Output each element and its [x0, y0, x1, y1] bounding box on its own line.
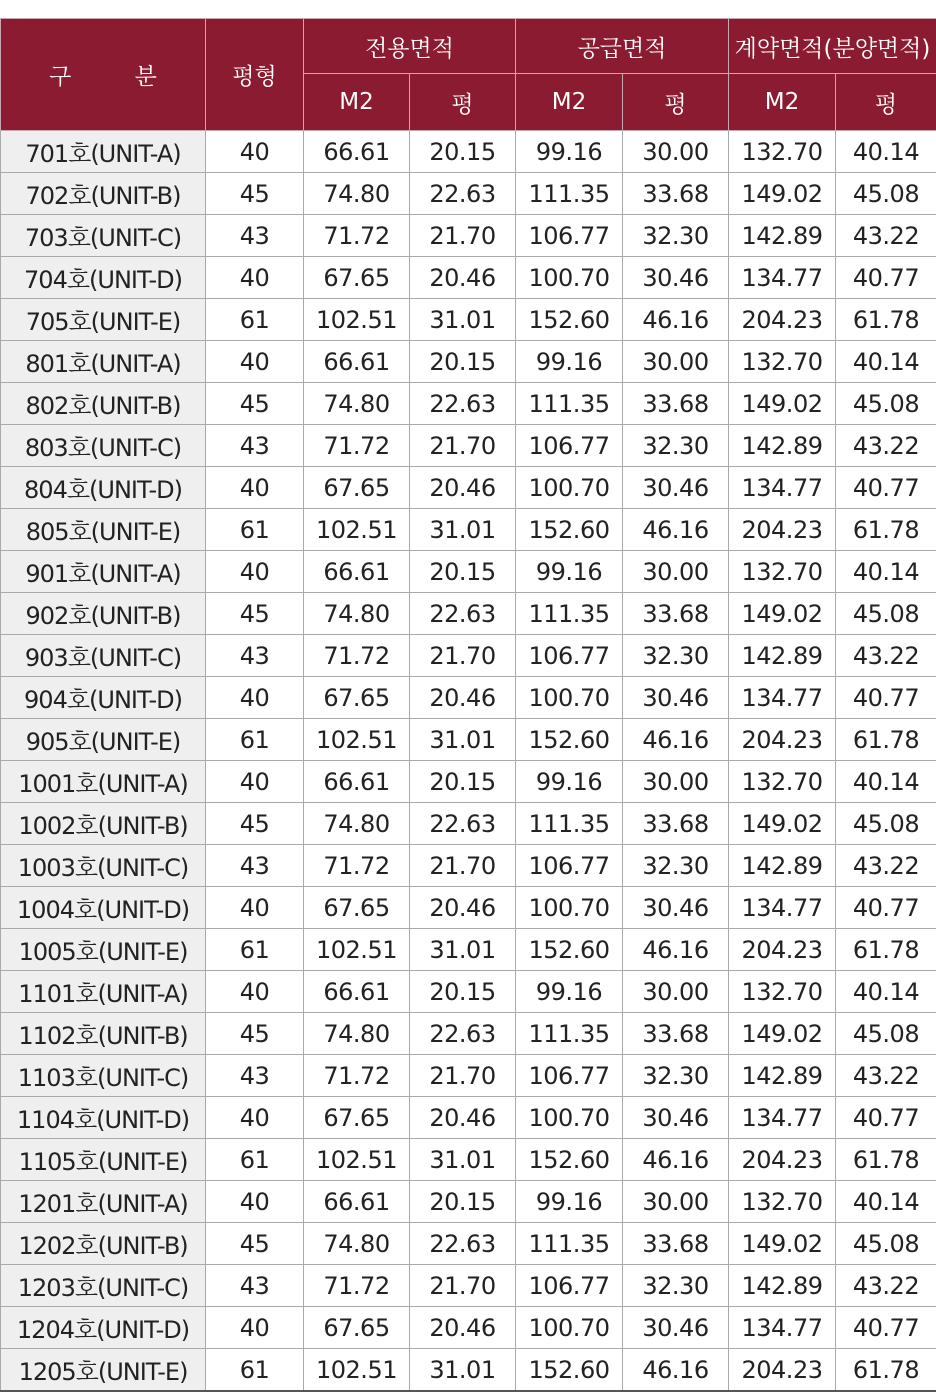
pyeonghyeong-cell: 45 [206, 173, 304, 215]
unit-name-cell: 804호(UNIT-D) [1, 467, 206, 509]
supply-pyeong-cell: 33.68 [623, 593, 729, 635]
header-gubun-label: 구 분 [49, 64, 185, 90]
exclusive-m2-cell: 66.61 [304, 551, 410, 593]
exclusive-pyeong-cell: 31.01 [410, 1139, 516, 1181]
supply-m2-cell: 111.35 [516, 1223, 623, 1265]
contract-pyeong-cell: 45.08 [836, 383, 936, 425]
supply-pyeong-cell: 30.46 [623, 677, 729, 719]
unit-name-cell: 1005호(UNIT-E) [1, 929, 206, 971]
contract-pyeong-cell: 43.22 [836, 425, 936, 467]
unit-name-cell: 1101호(UNIT-A) [1, 971, 206, 1013]
table-row [1, 635, 936, 677]
contract-m2-cell: 204.23 [729, 1139, 836, 1181]
pyeonghyeong-cell: 40 [206, 887, 304, 929]
exclusive-m2-cell: 74.80 [304, 1013, 410, 1055]
supply-m2-cell: 99.16 [516, 341, 623, 383]
exclusive-pyeong-cell: 22.63 [410, 593, 516, 635]
table-row [1, 1055, 936, 1097]
exclusive-m2-cell: 74.80 [304, 383, 410, 425]
contract-m2-cell: 132.70 [729, 1181, 836, 1223]
table-row [1, 1013, 936, 1055]
contract-m2-cell: 132.70 [729, 341, 836, 383]
table-row [1, 1265, 936, 1307]
table-row [1, 1139, 936, 1181]
exclusive-pyeong-cell: 21.70 [410, 845, 516, 887]
exclusive-m2-cell: 102.51 [304, 509, 410, 551]
unit-name-cell: 703호(UNIT-C) [1, 215, 206, 257]
supply-pyeong-cell: 30.00 [623, 761, 729, 803]
supply-pyeong-cell: 46.16 [623, 929, 729, 971]
pyeonghyeong-cell: 40 [206, 1181, 304, 1223]
exclusive-m2-cell: 74.80 [304, 593, 410, 635]
supply-m2-cell: 100.70 [516, 1097, 623, 1139]
table-row [1, 257, 936, 299]
exclusive-m2-cell: 66.61 [304, 341, 410, 383]
pyeonghyeong-cell: 61 [206, 299, 304, 341]
exclusive-pyeong-cell: 20.46 [410, 467, 516, 509]
supply-m2-cell: 100.70 [516, 887, 623, 929]
supply-m2-cell: 99.16 [516, 551, 623, 593]
exclusive-pyeong-cell: 21.70 [410, 1265, 516, 1307]
unit-name-cell: 801호(UNIT-A) [1, 341, 206, 383]
pyeonghyeong-cell: 40 [206, 971, 304, 1013]
contract-m2-cell: 134.77 [729, 257, 836, 299]
exclusive-m2-cell: 67.65 [304, 467, 410, 509]
supply-pyeong-cell: 32.30 [623, 1265, 729, 1307]
table-row [1, 593, 936, 635]
pyeonghyeong-cell: 43 [206, 1055, 304, 1097]
exclusive-m2-cell: 71.72 [304, 425, 410, 467]
contract-pyeong-cell: 61.78 [836, 1139, 936, 1181]
contract-pyeong-cell: 43.22 [836, 215, 936, 257]
table-row [1, 341, 936, 383]
pyeonghyeong-cell: 40 [206, 551, 304, 593]
unit-name-cell: 1104호(UNIT-D) [1, 1097, 206, 1139]
exclusive-pyeong-cell: 20.46 [410, 887, 516, 929]
contract-pyeong-cell: 61.78 [836, 299, 936, 341]
table-header [1, 19, 936, 131]
supply-pyeong-cell: 30.00 [623, 551, 729, 593]
supply-pyeong-cell: 33.68 [623, 383, 729, 425]
unit-area-table [0, 18, 936, 1392]
exclusive-pyeong-cell: 20.15 [410, 761, 516, 803]
contract-m2-cell: 134.77 [729, 1307, 836, 1349]
supply-pyeong-cell: 46.16 [623, 299, 729, 341]
supply-m2-cell: 152.60 [516, 1349, 623, 1392]
table-row [1, 929, 936, 971]
contract-pyeong-cell: 43.22 [836, 1265, 936, 1307]
exclusive-pyeong-cell: 31.01 [410, 719, 516, 761]
pyeonghyeong-cell: 43 [206, 1265, 304, 1307]
table-row [1, 131, 936, 173]
table-row [1, 887, 936, 929]
exclusive-m2-cell: 66.61 [304, 971, 410, 1013]
contract-m2-cell: 149.02 [729, 1013, 836, 1055]
unit-name-cell: 905호(UNIT-E) [1, 719, 206, 761]
pyeonghyeong-cell: 40 [206, 677, 304, 719]
contract-m2-cell: 134.77 [729, 1097, 836, 1139]
contract-m2-cell: 204.23 [729, 1349, 836, 1392]
supply-m2-cell: 100.70 [516, 467, 623, 509]
header-gubun [1, 19, 206, 131]
unit-name-cell: 904호(UNIT-D) [1, 677, 206, 719]
pyeonghyeong-cell: 61 [206, 719, 304, 761]
supply-m2-cell: 152.60 [516, 1139, 623, 1181]
contract-m2-cell: 132.70 [729, 131, 836, 173]
contract-pyeong-cell: 40.77 [836, 257, 936, 299]
supply-m2-cell: 106.77 [516, 1055, 623, 1097]
exclusive-m2-cell: 102.51 [304, 719, 410, 761]
contract-m2-cell: 204.23 [729, 509, 836, 551]
table-body [1, 131, 936, 1392]
exclusive-m2-cell: 102.51 [304, 1349, 410, 1392]
contract-pyeong-cell: 61.78 [836, 1349, 936, 1392]
exclusive-pyeong-cell: 20.46 [410, 1097, 516, 1139]
supply-m2-cell: 152.60 [516, 929, 623, 971]
exclusive-m2-cell: 67.65 [304, 677, 410, 719]
contract-pyeong-cell: 40.77 [836, 1307, 936, 1349]
exclusive-pyeong-cell: 31.01 [410, 929, 516, 971]
pyeonghyeong-cell: 40 [206, 131, 304, 173]
contract-m2-cell: 149.02 [729, 593, 836, 635]
contract-pyeong-cell: 40.77 [836, 467, 936, 509]
table-row [1, 845, 936, 887]
contract-pyeong-cell: 40.14 [836, 551, 936, 593]
table-row [1, 509, 936, 551]
unit-name-cell: 902호(UNIT-B) [1, 593, 206, 635]
table-row [1, 1307, 936, 1349]
supply-m2-cell: 100.70 [516, 1307, 623, 1349]
exclusive-pyeong-cell: 22.63 [410, 1223, 516, 1265]
pyeonghyeong-cell: 45 [206, 383, 304, 425]
exclusive-m2-cell: 102.51 [304, 929, 410, 971]
supply-pyeong-cell: 30.00 [623, 131, 729, 173]
supply-m2-cell: 100.70 [516, 257, 623, 299]
unit-name-cell: 1001호(UNIT-A) [1, 761, 206, 803]
table-row [1, 1223, 936, 1265]
pyeonghyeong-cell: 43 [206, 845, 304, 887]
exclusive-pyeong-cell: 20.46 [410, 257, 516, 299]
supply-m2-cell: 106.77 [516, 1265, 623, 1307]
contract-pyeong-cell: 40.14 [836, 971, 936, 1013]
table-row [1, 467, 936, 509]
contract-pyeong-cell: 40.77 [836, 887, 936, 929]
contract-pyeong-cell: 61.78 [836, 509, 936, 551]
table-row [1, 761, 936, 803]
supply-pyeong-cell: 33.68 [623, 803, 729, 845]
exclusive-m2-cell: 102.51 [304, 299, 410, 341]
exclusive-pyeong-cell: 21.70 [410, 215, 516, 257]
contract-pyeong-cell: 40.77 [836, 1097, 936, 1139]
exclusive-m2-cell: 74.80 [304, 1223, 410, 1265]
exclusive-m2-cell: 71.72 [304, 1055, 410, 1097]
exclusive-m2-cell: 71.72 [304, 635, 410, 677]
pyeonghyeong-cell: 45 [206, 1223, 304, 1265]
supply-pyeong-cell: 30.46 [623, 467, 729, 509]
exclusive-pyeong-cell: 22.63 [410, 1013, 516, 1055]
contract-m2-cell: 142.89 [729, 845, 836, 887]
table-row [1, 1181, 936, 1223]
pyeonghyeong-cell: 40 [206, 257, 304, 299]
exclusive-m2-cell: 71.72 [304, 1265, 410, 1307]
contract-pyeong-cell: 45.08 [836, 803, 936, 845]
supply-m2-cell: 106.77 [516, 635, 623, 677]
contract-m2-cell: 134.77 [729, 677, 836, 719]
exclusive-m2-cell: 67.65 [304, 1097, 410, 1139]
unit-name-cell: 704호(UNIT-D) [1, 257, 206, 299]
unit-name-cell: 701호(UNIT-A) [1, 131, 206, 173]
exclusive-m2-cell: 74.80 [304, 803, 410, 845]
unit-name-cell: 1002호(UNIT-B) [1, 803, 206, 845]
exclusive-pyeong-cell: 22.63 [410, 383, 516, 425]
supply-pyeong-cell: 30.46 [623, 887, 729, 929]
contract-pyeong-cell: 43.22 [836, 1055, 936, 1097]
unit-name-cell: 702호(UNIT-B) [1, 173, 206, 215]
unit-name-cell: 1201호(UNIT-A) [1, 1181, 206, 1223]
exclusive-pyeong-cell: 21.70 [410, 1055, 516, 1097]
pyeonghyeong-cell: 61 [206, 1349, 304, 1392]
supply-m2-cell: 100.70 [516, 677, 623, 719]
contract-pyeong-cell: 61.78 [836, 719, 936, 761]
table-row [1, 383, 936, 425]
contract-pyeong-cell: 40.14 [836, 341, 936, 383]
exclusive-pyeong-cell: 22.63 [410, 173, 516, 215]
supply-pyeong-cell: 32.30 [623, 1055, 729, 1097]
exclusive-pyeong-cell: 20.46 [410, 1307, 516, 1349]
exclusive-m2-cell: 67.65 [304, 887, 410, 929]
pyeonghyeong-cell: 45 [206, 1013, 304, 1055]
supply-pyeong-cell: 30.00 [623, 971, 729, 1013]
supply-m2-cell: 152.60 [516, 719, 623, 761]
supply-pyeong-cell: 32.30 [623, 215, 729, 257]
exclusive-pyeong-cell: 20.46 [410, 677, 516, 719]
exclusive-m2-cell: 71.72 [304, 215, 410, 257]
supply-pyeong-cell: 30.00 [623, 1181, 729, 1223]
contract-m2-cell: 142.89 [729, 215, 836, 257]
supply-m2-cell: 111.35 [516, 383, 623, 425]
header-contract-m2: M2 [729, 74, 836, 131]
contract-m2-cell: 204.23 [729, 719, 836, 761]
contract-m2-cell: 134.77 [729, 467, 836, 509]
supply-m2-cell: 111.35 [516, 1013, 623, 1055]
table-row [1, 299, 936, 341]
contract-m2-cell: 142.89 [729, 425, 836, 467]
pyeonghyeong-cell: 40 [206, 1307, 304, 1349]
contract-pyeong-cell: 61.78 [836, 929, 936, 971]
table-row [1, 173, 936, 215]
table-row [1, 971, 936, 1013]
header-supply-pyeong: 평 [623, 74, 729, 131]
contract-m2-cell: 132.70 [729, 551, 836, 593]
exclusive-pyeong-cell: 31.01 [410, 299, 516, 341]
exclusive-m2-cell: 66.61 [304, 1181, 410, 1223]
supply-pyeong-cell: 30.46 [623, 257, 729, 299]
supply-pyeong-cell: 30.00 [623, 341, 729, 383]
unit-name-cell: 1202호(UNIT-B) [1, 1223, 206, 1265]
exclusive-pyeong-cell: 20.15 [410, 341, 516, 383]
supply-pyeong-cell: 30.46 [623, 1307, 729, 1349]
unit-name-cell: 803호(UNIT-C) [1, 425, 206, 467]
header-supply-area: 공급면적 [516, 19, 729, 74]
contract-m2-cell: 149.02 [729, 173, 836, 215]
exclusive-pyeong-cell: 20.15 [410, 971, 516, 1013]
exclusive-m2-cell: 66.61 [304, 761, 410, 803]
pyeonghyeong-cell: 40 [206, 341, 304, 383]
contract-pyeong-cell: 40.14 [836, 131, 936, 173]
unit-name-cell: 1105호(UNIT-E) [1, 1139, 206, 1181]
pyeonghyeong-cell: 40 [206, 1097, 304, 1139]
table-row [1, 425, 936, 467]
supply-pyeong-cell: 46.16 [623, 509, 729, 551]
header-supply-m2: M2 [516, 74, 623, 131]
contract-m2-cell: 134.77 [729, 887, 836, 929]
exclusive-m2-cell: 67.65 [304, 257, 410, 299]
pyeonghyeong-cell: 43 [206, 425, 304, 467]
supply-pyeong-cell: 33.68 [623, 173, 729, 215]
supply-pyeong-cell: 46.16 [623, 1139, 729, 1181]
unit-name-cell: 1003호(UNIT-C) [1, 845, 206, 887]
supply-pyeong-cell: 30.46 [623, 1097, 729, 1139]
table-row [1, 551, 936, 593]
unit-name-cell: 1204호(UNIT-D) [1, 1307, 206, 1349]
pyeonghyeong-cell: 43 [206, 215, 304, 257]
unit-name-cell: 1103호(UNIT-C) [1, 1055, 206, 1097]
contract-pyeong-cell: 45.08 [836, 1223, 936, 1265]
supply-m2-cell: 106.77 [516, 425, 623, 467]
exclusive-m2-cell: 74.80 [304, 173, 410, 215]
header-exclusive-pyeong: 평 [410, 74, 516, 131]
header-exclusive-area: 전용면적 [304, 19, 516, 74]
supply-pyeong-cell: 32.30 [623, 425, 729, 467]
header-contract-pyeong: 평 [836, 74, 936, 131]
contract-m2-cell: 132.70 [729, 761, 836, 803]
contract-m2-cell: 142.89 [729, 1265, 836, 1307]
pyeonghyeong-cell: 43 [206, 635, 304, 677]
exclusive-pyeong-cell: 31.01 [410, 1349, 516, 1392]
table-row [1, 1097, 936, 1139]
header-contract-area: 계약면적(분양면적) [729, 19, 936, 74]
exclusive-pyeong-cell: 31.01 [410, 509, 516, 551]
supply-m2-cell: 99.16 [516, 971, 623, 1013]
table-row [1, 1349, 936, 1392]
unit-name-cell: 901호(UNIT-A) [1, 551, 206, 593]
contract-pyeong-cell: 45.08 [836, 593, 936, 635]
pyeonghyeong-cell: 61 [206, 929, 304, 971]
contract-m2-cell: 149.02 [729, 803, 836, 845]
exclusive-m2-cell: 67.65 [304, 1307, 410, 1349]
unit-name-cell: 802호(UNIT-B) [1, 383, 206, 425]
contract-m2-cell: 142.89 [729, 635, 836, 677]
supply-m2-cell: 106.77 [516, 845, 623, 887]
table-row [1, 215, 936, 257]
contract-m2-cell: 149.02 [729, 383, 836, 425]
exclusive-pyeong-cell: 20.15 [410, 1181, 516, 1223]
pyeonghyeong-cell: 45 [206, 803, 304, 845]
pyeonghyeong-cell: 61 [206, 509, 304, 551]
contract-pyeong-cell: 40.14 [836, 1181, 936, 1223]
unit-name-cell: 1203호(UNIT-C) [1, 1265, 206, 1307]
supply-pyeong-cell: 32.30 [623, 845, 729, 887]
supply-m2-cell: 111.35 [516, 803, 623, 845]
exclusive-m2-cell: 66.61 [304, 131, 410, 173]
exclusive-pyeong-cell: 20.15 [410, 551, 516, 593]
exclusive-pyeong-cell: 22.63 [410, 803, 516, 845]
contract-pyeong-cell: 40.77 [836, 677, 936, 719]
exclusive-pyeong-cell: 21.70 [410, 425, 516, 467]
contract-m2-cell: 204.23 [729, 929, 836, 971]
supply-m2-cell: 99.16 [516, 131, 623, 173]
unit-name-cell: 805호(UNIT-E) [1, 509, 206, 551]
supply-pyeong-cell: 33.68 [623, 1013, 729, 1055]
contract-m2-cell: 149.02 [729, 1223, 836, 1265]
supply-m2-cell: 99.16 [516, 761, 623, 803]
unit-name-cell: 1102호(UNIT-B) [1, 1013, 206, 1055]
contract-m2-cell: 132.70 [729, 971, 836, 1013]
supply-m2-cell: 99.16 [516, 1181, 623, 1223]
exclusive-pyeong-cell: 20.15 [410, 131, 516, 173]
exclusive-pyeong-cell: 21.70 [410, 635, 516, 677]
supply-m2-cell: 111.35 [516, 173, 623, 215]
unit-name-cell: 1205호(UNIT-E) [1, 1349, 206, 1392]
pyeonghyeong-cell: 45 [206, 593, 304, 635]
contract-pyeong-cell: 45.08 [836, 173, 936, 215]
header-row-top [1, 19, 936, 74]
supply-m2-cell: 111.35 [516, 593, 623, 635]
exclusive-m2-cell: 102.51 [304, 1139, 410, 1181]
header-exclusive-m2: M2 [304, 74, 410, 131]
pyeonghyeong-cell: 61 [206, 1139, 304, 1181]
pyeonghyeong-cell: 40 [206, 467, 304, 509]
table-row [1, 677, 936, 719]
table-row [1, 803, 936, 845]
contract-m2-cell: 204.23 [729, 299, 836, 341]
contract-pyeong-cell: 43.22 [836, 845, 936, 887]
contract-m2-cell: 142.89 [729, 1055, 836, 1097]
exclusive-m2-cell: 71.72 [304, 845, 410, 887]
unit-name-cell: 1004호(UNIT-D) [1, 887, 206, 929]
supply-pyeong-cell: 46.16 [623, 719, 729, 761]
supply-m2-cell: 152.60 [516, 509, 623, 551]
supply-pyeong-cell: 32.30 [623, 635, 729, 677]
supply-pyeong-cell: 46.16 [623, 1349, 729, 1392]
header-pyeonghyeong: 평형 [206, 19, 304, 131]
table-row [1, 719, 936, 761]
pyeonghyeong-cell: 40 [206, 761, 304, 803]
contract-pyeong-cell: 43.22 [836, 635, 936, 677]
supply-m2-cell: 152.60 [516, 299, 623, 341]
contract-pyeong-cell: 40.14 [836, 761, 936, 803]
supply-pyeong-cell: 33.68 [623, 1223, 729, 1265]
contract-pyeong-cell: 45.08 [836, 1013, 936, 1055]
supply-m2-cell: 106.77 [516, 215, 623, 257]
unit-name-cell: 705호(UNIT-E) [1, 299, 206, 341]
unit-name-cell: 903호(UNIT-C) [1, 635, 206, 677]
